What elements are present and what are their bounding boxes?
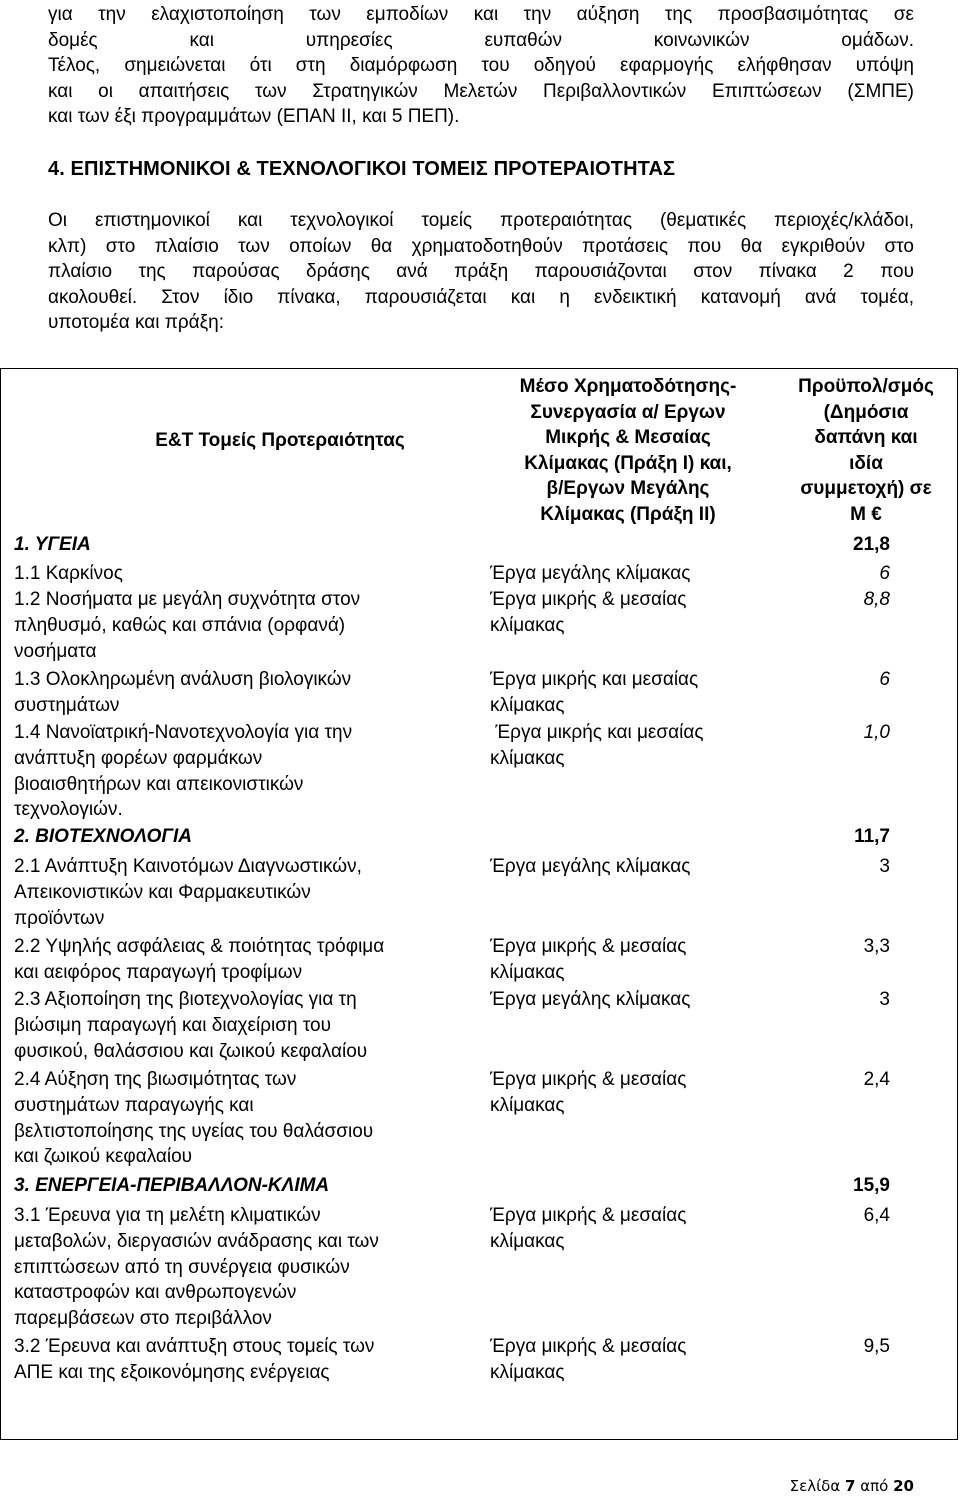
sector-line: παρεμβάσεων στο περιβάλλον <box>14 1308 272 1330</box>
header-sector: Ε&Τ Τομείς Προτεραιότητας <box>155 430 405 451</box>
subsector-name <box>14 587 454 664</box>
subsector-budget: 3 <box>879 856 890 877</box>
header-budget-line: δαπάνη και <box>814 427 918 449</box>
sector-line: 3.2 Έρευνα και ανάπτυξη στους τομείς των <box>14 1336 375 1357</box>
means-line: Έργα μικρής και μεσαίας <box>490 669 699 690</box>
sector-line: βιοαισθητήρων και απεικονιστικών <box>14 773 304 795</box>
funding-means <box>490 587 760 639</box>
sector-line: 3. ΕΝΕΡΓΕΙΑ-ΠΕΡΙΒΑΛΛΟΝ-ΚΛΙΜΑ <box>14 1175 330 1196</box>
sector-line: ΑΠΕ και της εξοικονόμησης ενέργειας <box>14 1361 330 1383</box>
sector-line: 1.3 Ολοκληρωμένη ανάλυση βιολογικών <box>14 669 352 690</box>
body-line: υποτομέα και πράξη: <box>48 312 225 334</box>
category-budget: 15,9 <box>853 1175 890 1196</box>
category-budget: 21,8 <box>853 534 890 555</box>
funding-means <box>490 854 760 880</box>
sector-line: βιώσιμη παραγωγή και διαχείριση του <box>14 1014 332 1036</box>
sector-line: 2.3 Αξιοποίηση της βιοτεχνολογίας για τη <box>14 989 357 1010</box>
footer-prefix: Σελίδα <box>789 1477 841 1495</box>
sector-line: νοσήματα <box>14 640 97 662</box>
subsector-name <box>14 854 454 931</box>
body-line: ακολουθεί. Στον ίδιο πίνακα, παρουσιάζεται και η ενδεικτική κατανομή ανά τομέα, <box>48 286 914 308</box>
sector-line: 1. ΥΓΕΙΑ <box>14 534 91 555</box>
funding-means <box>490 1334 760 1386</box>
sector-line: τεχνολογιών. <box>14 799 123 821</box>
sector-line: μεταβολών, διεργασιών ανάδρασης και των <box>14 1230 379 1252</box>
header-budget <box>778 374 954 528</box>
subsector-name <box>14 1203 454 1332</box>
means-line: Έργα μεγάλης κλίμακας <box>490 856 691 877</box>
sector-line: ανάπτυξη φορέων φαρμάκων <box>14 747 263 769</box>
intro-line: για την ελαχιστοποίηση των εμποδίων και την αύξηση της προσβασιμότητας σε <box>48 4 914 25</box>
funding-means <box>490 1203 760 1255</box>
subsector-budget: 9,5 <box>863 1336 890 1357</box>
category-name <box>14 532 454 558</box>
header-means-line: Μέσο Χρηματοδότησης- <box>519 376 737 397</box>
subsector-budget: 2,4 <box>863 1069 890 1090</box>
subsector-budget: 6,4 <box>863 1205 890 1226</box>
subsector-name <box>14 667 454 719</box>
subsector-budget: 8,8 <box>863 589 890 610</box>
header-means-line: Συνεργασία α/ Εργων <box>530 401 726 423</box>
header-means-line: β/Εργων Μεγάλης <box>546 478 710 500</box>
sector-line: 1.4 Νανοϊατρική-Νανοτεχνολογία για την <box>14 722 353 743</box>
section-heading: 4. ΕΠΙΣΤΗΜΟΝΙΚΟΙ & ΤΕΧΝΟΛΟΓΙΚΟΙ ΤΟΜΕΙΣ ΠΡΟΤΕΡΑΙΟΤΗΤΑΣ <box>48 158 676 180</box>
funding-means <box>490 720 760 772</box>
sector-line: πληθυσμό, καθώς και σπάνια (ορφανά) <box>14 614 346 636</box>
footer-total-pages: 20 <box>893 1477 914 1495</box>
means-line: κλίμακας <box>490 1361 565 1383</box>
subsector-budget: 1,0 <box>863 722 890 743</box>
header-budget-line: Προϋπολ/σμός <box>798 376 934 397</box>
header-budget-line: (Δημόσια <box>823 401 909 423</box>
subsector-budget: 3 <box>879 989 890 1010</box>
means-line: κλίμακας <box>490 694 565 716</box>
means-line: κλίμακας <box>490 961 565 983</box>
sector-line: βελτιστοποίησης της υγείας του θαλάσσιου <box>14 1120 374 1142</box>
sector-line: και ζωικού κεφαλαίου <box>14 1146 193 1168</box>
sector-line: 2. ΒΙΟΤΕΧΝΟΛΟΓΙΑ <box>14 826 192 847</box>
means-line: Έργα μεγάλης κλίμακας <box>490 989 691 1010</box>
sector-line: 3.1 Έρευνα για τη μελέτη κλιματικών <box>14 1205 321 1226</box>
means-line: κλίμακας <box>490 614 565 636</box>
sector-line: φυσικού, θαλάσσιου και ζωικού κεφαλαίου <box>14 1040 368 1062</box>
sector-line: και αειφόρος παραγωγή τροφίμων <box>14 961 303 983</box>
intro-line: και οι απαιτήσεις των Στρατηγικών Μελετών Περιβαλλοντικών Επιπτώσεων (ΣΜΠΕ) <box>48 80 914 102</box>
category-budget: 11,7 <box>854 826 890 847</box>
category-name <box>14 1173 454 1199</box>
subsector-name <box>14 934 454 986</box>
subsector-name <box>14 1334 454 1386</box>
header-budget-line: Μ € <box>850 503 882 525</box>
means-line: Έργα μικρής & μεσαίας <box>490 1205 687 1226</box>
means-line: Έργα μεγάλης κλίμακας <box>490 563 691 584</box>
footer-page-number: 7 <box>845 1477 856 1495</box>
means-line: Έργα μικρής & μεσαίας <box>490 1069 687 1090</box>
means-line: Έργα μικρής & μεσαίας <box>490 936 687 957</box>
funding-means <box>490 987 760 1013</box>
subsector-name <box>14 561 454 587</box>
means-line: Έργα μικρής και μεσαίας <box>490 722 704 743</box>
sector-line: συστημάτων παραγωγής και <box>14 1094 254 1116</box>
sector-line: 1.1 Καρκίνος <box>14 563 123 584</box>
sector-line: 1.2 Νοσήματα με μεγάλη συχνότητα στον <box>14 589 361 610</box>
intro-paragraph <box>48 2 914 130</box>
category-name <box>14 824 454 850</box>
sector-line: 2.2 Υψηλής ασφάλειας & ποιότητας τρόφιμα <box>14 936 385 957</box>
means-line: κλίμακας <box>490 1094 565 1116</box>
header-means-line: Μικρής & Μεσαίας <box>545 427 711 449</box>
body-paragraph <box>48 208 914 336</box>
means-line: κλίμακας <box>490 747 565 769</box>
header-means-line: Κλίμακας (Πράξη Ι) και, <box>524 452 732 474</box>
funding-means <box>490 561 760 587</box>
body-line: Οι επιστημονικοί και τεχνολογικοί τομείς προτεραιότητας (θεματικές περιοχές/κλάδοι, <box>48 210 914 231</box>
subsector-budget: 3,3 <box>863 936 890 957</box>
sector-line: προϊόντων <box>14 907 105 929</box>
footer-middle: από <box>860 1477 889 1495</box>
funding-means <box>490 667 760 719</box>
subsector-name <box>14 1067 454 1170</box>
funding-means <box>490 934 760 986</box>
header-funding-means <box>478 374 778 528</box>
header-means-line: Κλίμακας (Πράξη ΙΙ) <box>540 503 716 525</box>
means-line: Έργα μικρής & μεσαίας <box>490 589 687 610</box>
body-line: κλπ) στο πλαίσιο των οποίων θα χρηματοδοτηθούν προτάσεις που θα εγκριθούν στο <box>48 235 914 257</box>
header-budget-line: ιδία <box>849 452 883 474</box>
sector-line: συστημάτων <box>14 694 120 716</box>
page-footer <box>790 1477 914 1495</box>
sector-line: 2.1 Ανάπτυξη Καινοτόμων Διαγνωστικών, <box>14 856 362 877</box>
sector-line: επιπτώσεων από τη συνέργεια φυσικών <box>14 1256 350 1278</box>
intro-line: δομές και υπηρεσίες ευπαθών κοινωνικών ομάδων. <box>48 29 914 51</box>
sector-line: καταστροφών και ανθρωπογενών <box>14 1282 297 1304</box>
body-line: πλαίσιο της παρούσας δράσης ανά πράξη παρουσιάζονται στον πίνακα 2 που <box>48 261 914 283</box>
subsector-budget: 6 <box>879 669 890 690</box>
intro-line: Τέλος, σημειώνεται ότι στη διαμόρφωση του οδηγού εφαρμογής ελήφθησαν υπόψη <box>48 55 914 77</box>
header-budget-line: συμμετοχή) σε <box>800 478 932 500</box>
subsector-budget: 6 <box>879 563 890 584</box>
subsector-name <box>14 720 454 823</box>
subsector-name <box>14 987 454 1064</box>
sector-line: 2.4 Αύξηση της βιωσιμότητας των <box>14 1069 297 1090</box>
intro-line: και των έξι προγραμμάτων (ΕΠΑΝ ΙΙ, και 5 ΠΕΠ). <box>48 106 460 128</box>
funding-means <box>490 1067 760 1119</box>
sector-line: Απεικονιστικών και Φαρμακευτικών <box>14 881 311 903</box>
means-line: κλίμακας <box>490 1230 565 1252</box>
means-line: Έργα μικρής & μεσαίας <box>490 1336 687 1357</box>
